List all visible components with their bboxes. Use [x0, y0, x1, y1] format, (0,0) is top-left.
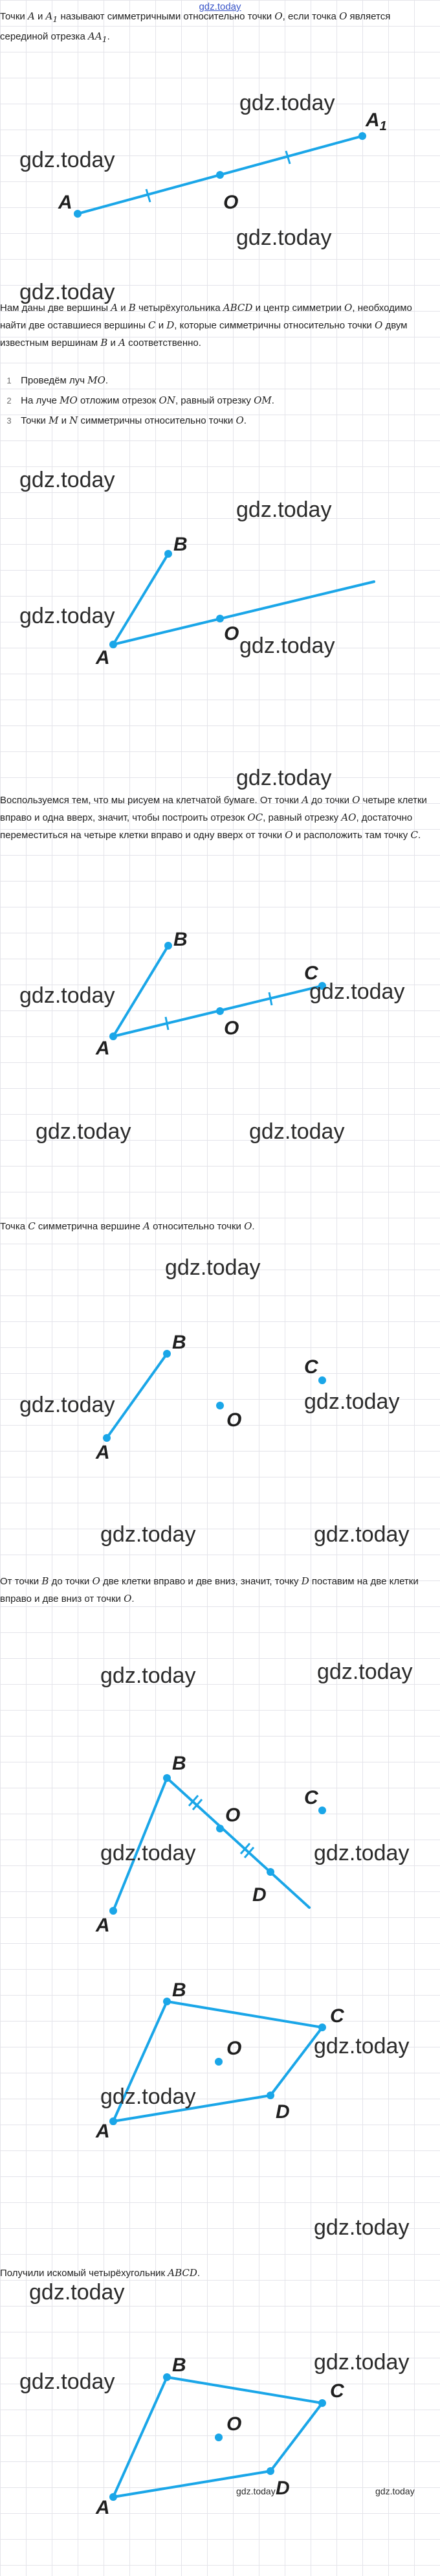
- site-link[interactable]: gdz.today: [199, 1, 241, 12]
- watermark: gdz.today: [236, 2486, 276, 2496]
- label-b: B: [173, 534, 188, 555]
- result-paragraph: Получили искомый четырёхугольник ABCD.: [0, 2267, 201, 2279]
- watermark: gdz.today: [19, 604, 115, 628]
- label-o: O: [224, 1018, 239, 1039]
- watermark: gdz.today: [29, 2280, 125, 2305]
- point-o: [215, 2434, 223, 2441]
- figure-points-abco: [0, 1334, 440, 1503]
- watermark: gdz.today: [314, 1841, 410, 1865]
- label-a: A: [96, 1038, 110, 1059]
- step-item: 3 Точки M и N симметричны относительно точки O.: [6, 415, 247, 426]
- point-c: [318, 1376, 326, 1384]
- watermark: gdz.today: [100, 1522, 196, 1547]
- watermark: gdz.today: [314, 2350, 410, 2375]
- watermark: gdz.today: [375, 2486, 415, 2496]
- label-d: D: [252, 1884, 267, 1906]
- point-a: [109, 2117, 117, 2125]
- watermark: gdz.today: [239, 91, 335, 115]
- label-b: B: [172, 1332, 186, 1353]
- watermark: gdz.today: [19, 1393, 115, 1417]
- watermark: gdz.today: [100, 2084, 196, 2109]
- label-b: B: [173, 929, 188, 950]
- label-a1: $A_1$: [366, 109, 387, 133]
- figure-parallelogram: [0, 1979, 440, 2163]
- watermark: gdz.today: [36, 1119, 131, 1144]
- step-item: 1 Проведём луч MO.: [6, 374, 109, 386]
- watermark: gdz.today: [317, 1659, 413, 1684]
- watermark: gdz.today: [236, 766, 332, 790]
- watermark: gdz.today: [100, 1841, 196, 1865]
- point-d: [267, 2467, 274, 2475]
- point-d-paragraph: От точки B до точки O две клетки вправо и две вниз, значит, точку D поставим на две клетки вправо и две вниз от точки O.: [0, 1575, 419, 1604]
- point-c: [318, 1807, 326, 1814]
- watermark: gdz.today: [236, 225, 332, 250]
- point-d: [267, 2092, 274, 2099]
- point-b: [164, 942, 172, 950]
- watermark: gdz.today: [19, 148, 115, 172]
- point-b: [163, 1350, 171, 1358]
- point-o: [216, 1007, 224, 1015]
- task-paragraph: Нам даны две вершины A и B четырёхугольника ABCD и центр симметрии O, необходимо найти две оставшиеся вершины C и D, которые симметричны относительно точки O двум известным вершинам B и A соответственно.: [0, 302, 412, 348]
- label-o: O: [223, 192, 239, 213]
- point-o: [215, 2058, 223, 2066]
- label-a: A: [58, 192, 72, 213]
- point-b: [163, 2373, 171, 2381]
- point-b: [164, 550, 172, 558]
- watermark: gdz.today: [19, 2369, 115, 2394]
- segment-ab: [113, 946, 168, 1036]
- point-a: [103, 1434, 111, 1442]
- point-o: [216, 615, 224, 622]
- point-a: [109, 1032, 117, 1040]
- watermark: gdz.today: [19, 468, 115, 492]
- tick-mark: [269, 992, 272, 1005]
- watermark: gdz.today: [309, 979, 405, 1004]
- label-o: O: [226, 2038, 242, 2059]
- point-a1: [358, 132, 366, 140]
- step-item: 2 На луче MO отложим отрезок ON, равный отрезку OM.: [6, 394, 274, 406]
- label-o: O: [225, 1805, 241, 1826]
- watermark: gdz.today: [100, 1663, 196, 1688]
- point-c: [318, 2399, 326, 2407]
- point-a: [74, 210, 82, 218]
- watermark: gdz.today: [314, 2215, 410, 2240]
- tick-mark: [166, 1017, 168, 1030]
- label-a: A: [96, 2497, 110, 2518]
- label-b: B: [172, 1979, 186, 2001]
- label-a: A: [96, 1915, 110, 1936]
- label-c: C: [304, 1356, 318, 1378]
- label-o: O: [224, 623, 239, 644]
- watermark: gdz.today: [19, 983, 115, 1008]
- point-o: [216, 171, 224, 179]
- label-c: C: [304, 963, 318, 984]
- label-b: B: [172, 1753, 186, 1774]
- watermark: gdz.today: [19, 280, 115, 304]
- watermark: gdz.today: [304, 1389, 400, 1414]
- segment-ab: [113, 554, 168, 644]
- label-a: A: [96, 1442, 110, 1463]
- point-a: [109, 1907, 117, 1915]
- watermark: gdz.today: [239, 633, 335, 658]
- point-d: [267, 1868, 274, 1876]
- point-b: [163, 1998, 171, 2005]
- intro-paragraph: Точки A и $A_1$ называют симметричными относительно точки O, если точка O является серединой отрезка $AA_1$.: [0, 10, 391, 44]
- point-c-paragraph: Точка C симметрична вершине A относительно точки O.: [0, 1220, 255, 1232]
- point-b: [163, 1774, 171, 1782]
- watermark: gdz.today: [236, 497, 332, 522]
- label-c: C: [304, 1787, 318, 1808]
- label-o: O: [226, 2413, 242, 2435]
- label-a: A: [96, 647, 110, 668]
- grid-paragraph: Воспользуемся тем, что мы рисуем на клетчатой бумаге. От точки A до точки O четыре клетки вправо и одна вверх, значит, чтобы построить отрезок OC, равный отрезку AO, достаточно переместиться на четыре клетки вправо и одну вверх от точки O и расположить там точку C.: [0, 794, 427, 841]
- label-c: C: [330, 2005, 344, 2027]
- segment-ab: [107, 1354, 167, 1438]
- steps-list: [0, 370, 427, 431]
- point-c: [318, 2023, 326, 2031]
- label-d: D: [276, 2101, 290, 2123]
- watermark: gdz.today: [314, 1522, 410, 1547]
- watermark: gdz.today: [249, 1119, 345, 1144]
- label-c: C: [330, 2380, 344, 2402]
- point-a: [109, 641, 117, 648]
- label-d: D: [276, 2478, 290, 2499]
- point-o: [216, 1402, 224, 1409]
- watermark: gdz.today: [314, 2034, 410, 2058]
- point-o: [216, 1825, 224, 1832]
- label-a: A: [96, 2121, 110, 2142]
- label-b: B: [172, 2354, 186, 2376]
- point-a: [109, 2493, 117, 2501]
- figure-point-c: [0, 929, 440, 1146]
- figure-ray-ao: [0, 492, 440, 700]
- label-o: O: [226, 1409, 242, 1431]
- watermark: gdz.today: [165, 1255, 261, 1280]
